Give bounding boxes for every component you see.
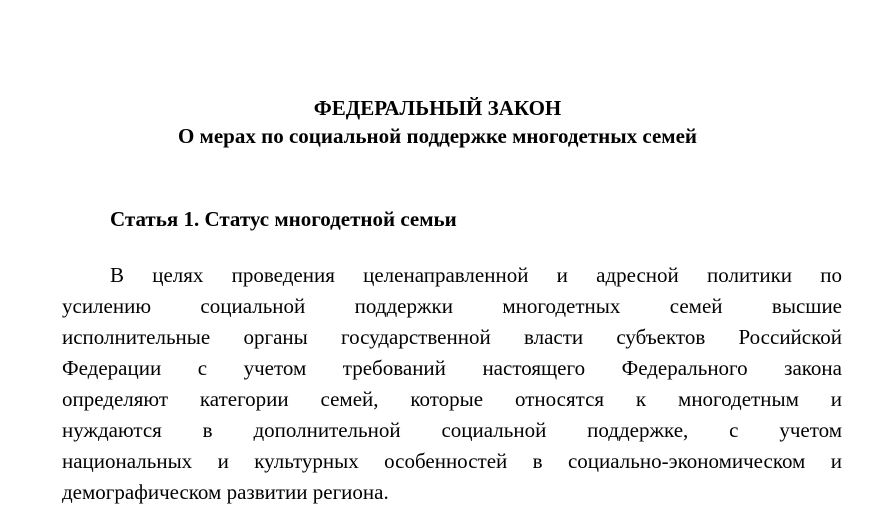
paragraph-line: определяют категории семей, которые относятся к многодетным и bbox=[62, 387, 842, 411]
article-heading: Статья 1. Статус многодетной семьи bbox=[110, 207, 457, 231]
paragraph-line: усилению социальной поддержки многодетных семей высшие bbox=[62, 294, 842, 318]
paragraph-line: национальных и культурных особенностей в социально-экономическом и bbox=[62, 449, 842, 473]
paragraph-line: демографическом развитии региона. bbox=[62, 480, 389, 504]
paragraph-line: исполнительные органы государственной власти субъектов Российской bbox=[62, 325, 842, 349]
paragraph-line: Федерации с учетом требований настоящего Федерального закона bbox=[62, 356, 842, 380]
article-paragraph bbox=[62, 260, 842, 508]
law-subtitle: О мерах по социальной поддержке многодетных семей bbox=[177, 124, 698, 148]
paragraph-line: нуждаются в дополнительной социальной поддержке, с учетом bbox=[62, 418, 842, 442]
law-title: ФЕДЕРАЛЬНЫЙ ЗАКОН bbox=[313, 96, 562, 120]
paragraph-line: В целях проведения целенаправленной и адресной политики по bbox=[110, 263, 842, 287]
